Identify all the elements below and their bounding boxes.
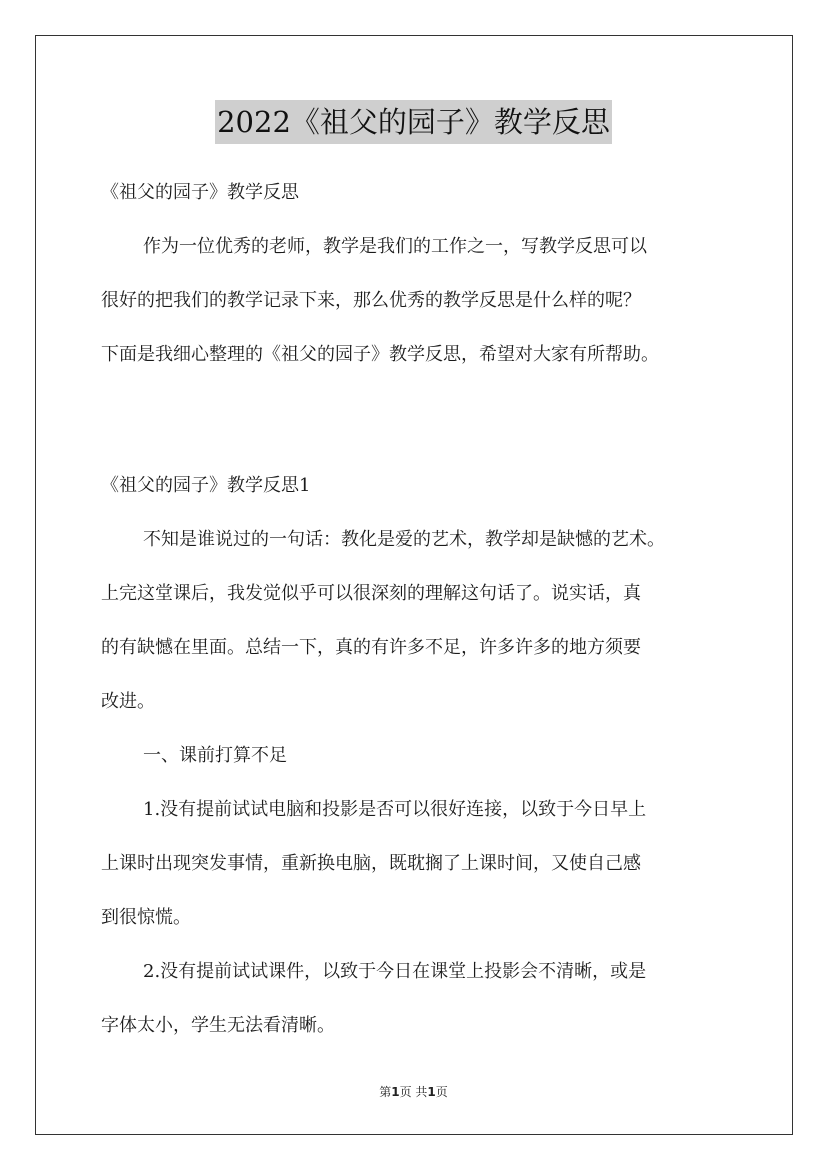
item-1 [101, 790, 731, 937]
subtitle: 《祖父的园子》教学反思 [101, 182, 299, 203]
item1-line-2: 上课时出现突发事情，重新换电脑，既耽搁了上课时间，又使自己感 [101, 853, 641, 874]
section-spacer [101, 374, 731, 466]
intro-paragraph [101, 227, 731, 374]
point-heading: 一、课前打算不足 [143, 745, 287, 766]
item2-line-2: 字体太小，学生无法看清晰。 [101, 1015, 335, 1036]
footer-current-page: 1 [391, 1085, 400, 1099]
item1-line-1: 1.没有提前试试电脑和投影是否可以很好连接，以致于今日早上 [143, 799, 647, 820]
para1-line-4: 改进。 [101, 691, 155, 712]
intro-line-2: 很好的把我们的教学记录下来，那么优秀的教学反思是什么样的呢？ [101, 290, 641, 311]
footer-prefix: 第 [379, 1085, 392, 1099]
para1-line-2: 上完这堂课后，我发觉似乎可以很深刻的理解这句话了。说实话，真 [101, 583, 641, 604]
document-title: 2022《祖父的园子》教学反思 [215, 100, 612, 144]
para1-line-1: 不知是谁说过的一句话：教化是爱的艺术，教学却是缺憾的艺术。 [143, 529, 665, 550]
footer-suffix: 页 [435, 1085, 448, 1099]
title-container [0, 100, 827, 144]
item-2 [101, 952, 731, 1045]
paragraph-1 [101, 520, 731, 721]
para1-line-3: 的有缺憾在里面。总结一下，真的有许多不足，许多许多的地方须要 [101, 637, 641, 658]
section-heading-1: 《祖父的园子》教学反思1 [101, 475, 311, 496]
footer-total-pages: 1 [427, 1085, 436, 1099]
item2-line-1: 2.没有提前试试课件，以致于今日在课堂上投影会不清晰，或是 [143, 961, 647, 982]
intro-line-1: 作为一位优秀的老师，教学是我们的工作之一，写教学反思可以 [143, 236, 647, 257]
intro-line-3: 下面是我细心整理的《祖父的园子》教学反思，希望对大家有所帮助。 [101, 344, 659, 365]
item1-line-3: 到很惊慌。 [101, 907, 191, 928]
document-body [101, 173, 731, 1045]
footer-mid: 页 共 [399, 1085, 428, 1099]
page-footer [0, 1083, 827, 1100]
